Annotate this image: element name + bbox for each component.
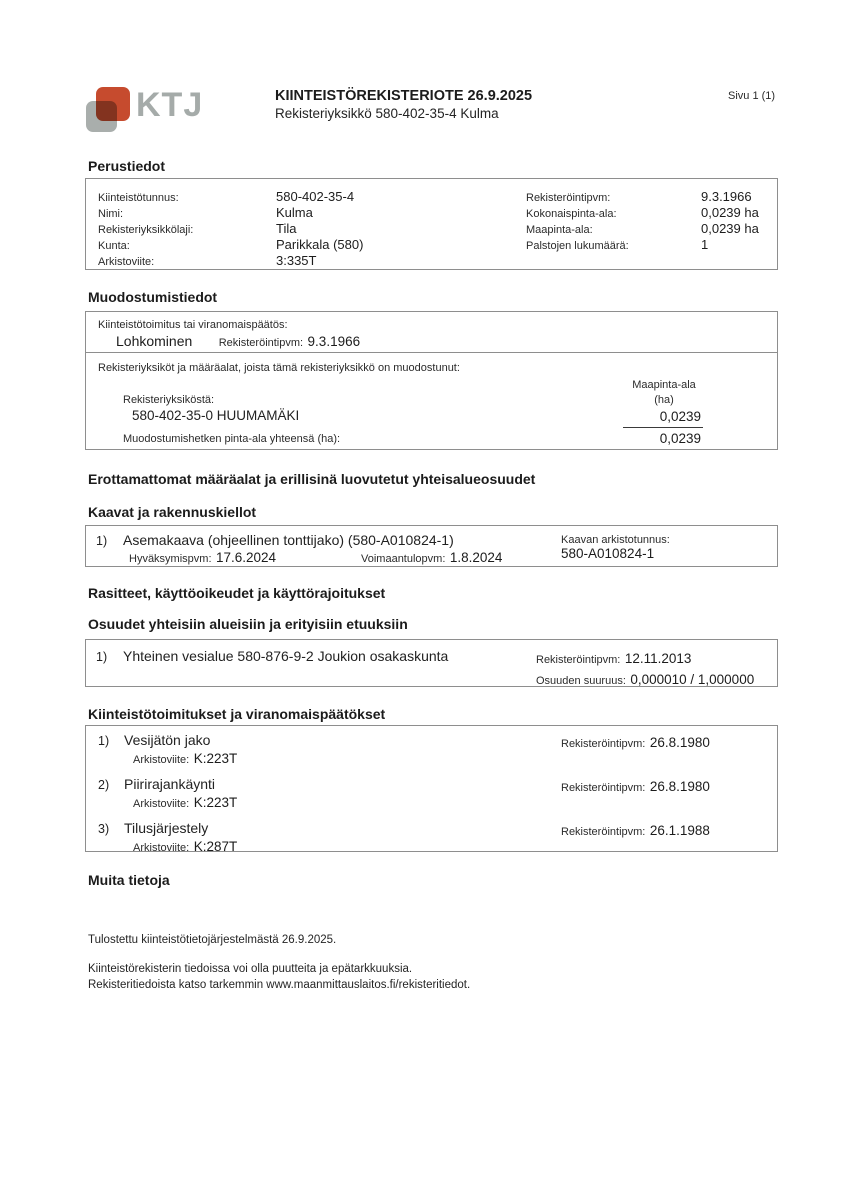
maapinta-ala-column-header (604, 378, 724, 408)
field-value: 580-402-35-4 (276, 189, 355, 204)
rekisterointipvm-label: Rekisteröintipvm: (218, 337, 304, 349)
toimitus-title: Piirirajankäynti (124, 776, 216, 792)
source-unit-area: 0,0239 (659, 409, 701, 424)
toimitus-item (86, 774, 777, 818)
section-heading-rasitteet: Rasitteet, käyttöoikeudet ja käyttörajoitukset (88, 585, 386, 601)
kaava-title: Asemakaava (ohjeellinen tonttijako) (580-A010824-1) (123, 532, 454, 548)
rekisterointipvm-label: Rekisteröintipvm: (561, 738, 646, 750)
ktj-logo (84, 86, 204, 140)
kaavan-arkistotunnus (561, 533, 670, 561)
hyvaksymispvm-value: 17.6.2024 (215, 550, 277, 565)
sum-rule (623, 427, 703, 428)
toimitus-name: Lohkominen (116, 333, 193, 349)
field-label: Nimi: (98, 208, 124, 220)
box-divider (86, 352, 777, 353)
field-value: 9.3.1966 (701, 189, 752, 204)
field-label: Maapinta-ala: (526, 224, 593, 236)
footer-disclaimer (88, 961, 470, 993)
section-heading-erottamattomat: Erottamattomat määräalat ja erillisinä luovutetut yhteisalueosuudet (88, 471, 536, 487)
page-number: Sivu 1 (1) (728, 90, 776, 102)
rekisterointipvm-value: 26.1.1988 (649, 823, 710, 838)
section-heading-kaavat: Kaavat ja rakennuskiellot (88, 504, 257, 520)
field-label: Arkistoviite: (98, 256, 155, 268)
toimitus-item (86, 730, 777, 774)
arkistotunnus-value: 580-A010824-1 (561, 546, 655, 561)
arkistotunnus-label: Kaavan arkistotunnus: (561, 534, 670, 546)
field-row (526, 189, 759, 205)
field-value: 3:335T (276, 253, 317, 268)
yksikosta-label: Rekisteriyksiköstä: (123, 394, 215, 406)
rekisterointipvm-row (561, 778, 710, 796)
field-row (526, 205, 759, 221)
document-header (275, 88, 532, 122)
rekisterointipvm-label: Rekisteröintipvm: (561, 826, 646, 838)
section-heading-muita-tietoja: Muita tietoja (88, 872, 170, 888)
section-heading-perustiedot: Perustiedot (88, 158, 166, 174)
toimitus-title: Tilusjärjestely (124, 820, 209, 836)
arkistoviite-label: Arkistoviite: (133, 754, 190, 766)
field-label: Palstojen lukumäärä: (526, 240, 629, 252)
field-label: Kokonaispinta-ala: (526, 208, 617, 220)
osuudet-box (85, 639, 778, 687)
field-label: Rekisteriyksikkölaji: (98, 224, 194, 236)
maapinta-ala-header-line1: Maapinta-ala (632, 379, 696, 391)
rekisterointipvm-label: Rekisteröintipvm: (561, 782, 646, 794)
rekisterointipvm-label: Rekisteröintipvm: (536, 654, 621, 666)
field-label: Kunta: (98, 240, 130, 252)
item-number: 1) (96, 650, 108, 664)
yhteensa-label: Muodostumishetken pinta-ala yhteensä (ha): (123, 433, 341, 445)
section-heading-osuudet: Osuudet yhteisiin alueisiin ja erityisiin etuuksiin (88, 616, 408, 632)
field-value: 0,0239 ha (701, 205, 759, 220)
osuus-value: 0,000010 / 1,000000 (630, 672, 755, 687)
voimaantulopvm-label: Voimaantulopvm: (361, 553, 446, 565)
osuus-label: Osuuden suuruus: (536, 675, 626, 687)
arkistoviite-label: Arkistoviite: (133, 798, 190, 810)
perustiedot-left-column (98, 189, 363, 269)
field-row (98, 237, 363, 253)
field-row (526, 221, 759, 237)
rekisterointipvm-row (561, 822, 710, 840)
field-label: Kiinteistötunnus: (98, 192, 179, 204)
document-title: KIINTEISTÖREKISTERIOTE 26.9.2025 (275, 88, 533, 104)
item-number: 2) (98, 778, 110, 792)
kaavat-box (85, 525, 778, 567)
item-number: 1) (98, 734, 110, 748)
arkistoviite-row (133, 750, 237, 768)
arkistoviite-label: Arkistoviite: (133, 842, 190, 854)
footer-disclaimer-line2: Rekisteritiedoista katso tarkemmin www.maanmittauslaitos.fi/rekisteritiedot. (88, 979, 471, 991)
footer-disclaimer-line1: Kiinteistörekisterin tiedoissa voi olla puutteita ja epätarkkuuksia. (88, 963, 413, 975)
rekisterointipvm-value: 12.11.2013 (624, 651, 692, 666)
footer-printed-line: Tulostettu kiinteistötietojärjestelmästä 26.9.2025. (88, 934, 337, 946)
hyvaksymispvm-row (129, 549, 276, 567)
arkistoviite-row (133, 794, 237, 812)
arkistoviite-row (133, 838, 237, 856)
hyvaksymispvm-label: Hyväksymispvm: (129, 553, 212, 565)
field-value: 1 (701, 237, 709, 252)
arkistoviite-value: K:223T (193, 751, 238, 766)
item-number: 1) (96, 534, 108, 548)
source-unit-name: 580-402-35-0 HUUMAMÄKI (132, 408, 300, 423)
arkistoviite-value: K:287T (193, 839, 238, 854)
logo-gray-square-icon (86, 101, 117, 132)
field-value: Parikkala (580) (276, 237, 364, 252)
osuuden-suuruus-row (536, 671, 754, 689)
yksikot-label: Rekisteriyksiköt ja määräalat, joista tämä rekisteriyksikkö on muodostunut: (98, 362, 460, 374)
logo-text: KTJ (136, 86, 204, 124)
section-heading-toimitukset: Kiinteistötoimitukset ja viranomaispäätökset (88, 706, 386, 722)
rekisterointipvm-row (561, 734, 710, 752)
yhteensa-value: 0,0239 (659, 431, 701, 446)
item-number: 3) (98, 822, 110, 836)
arkistoviite-value: K:223T (193, 795, 238, 810)
perustiedot-box (85, 178, 778, 270)
rekisterointipvm-value: 26.8.1980 (649, 779, 710, 794)
toimitus-row (116, 333, 360, 351)
toimitus-item (86, 818, 777, 862)
muodostumistiedot-box (85, 311, 778, 450)
rekisterointipvm-value: 9.3.1966 (307, 334, 361, 349)
field-value: Tila (276, 221, 297, 236)
maapinta-ala-header-line2: (ha) (654, 394, 674, 406)
toimitukset-box (85, 725, 778, 852)
toimitus-title: Vesijätön jako (124, 732, 211, 748)
voimaantulopvm-value: 1.8.2024 (449, 550, 503, 565)
section-heading-muodostumistiedot: Muodostumistiedot (88, 289, 218, 305)
document-subtitle: Rekisteriyksikkö 580-402-35-4 Kulma (275, 106, 499, 121)
field-row (98, 221, 363, 237)
perustiedot-right-column (526, 189, 759, 253)
field-value: Kulma (276, 205, 313, 220)
voimaantulopvm-row (361, 549, 502, 567)
toimitus-label: Kiinteistötoimitus tai viranomaispäätös: (98, 319, 288, 331)
rekisterointipvm-value: 26.8.1980 (649, 735, 710, 750)
osuus-title: Yhteinen vesialue 580-876-9-2 Joukion osakaskunta (123, 648, 449, 664)
field-value: 0,0239 ha (701, 221, 759, 236)
field-row (98, 253, 363, 269)
field-label: Rekisteröintipvm: (526, 192, 611, 204)
field-row (98, 189, 363, 205)
field-row (526, 237, 759, 253)
rekisterointipvm-row (536, 650, 691, 668)
field-row (98, 205, 363, 221)
